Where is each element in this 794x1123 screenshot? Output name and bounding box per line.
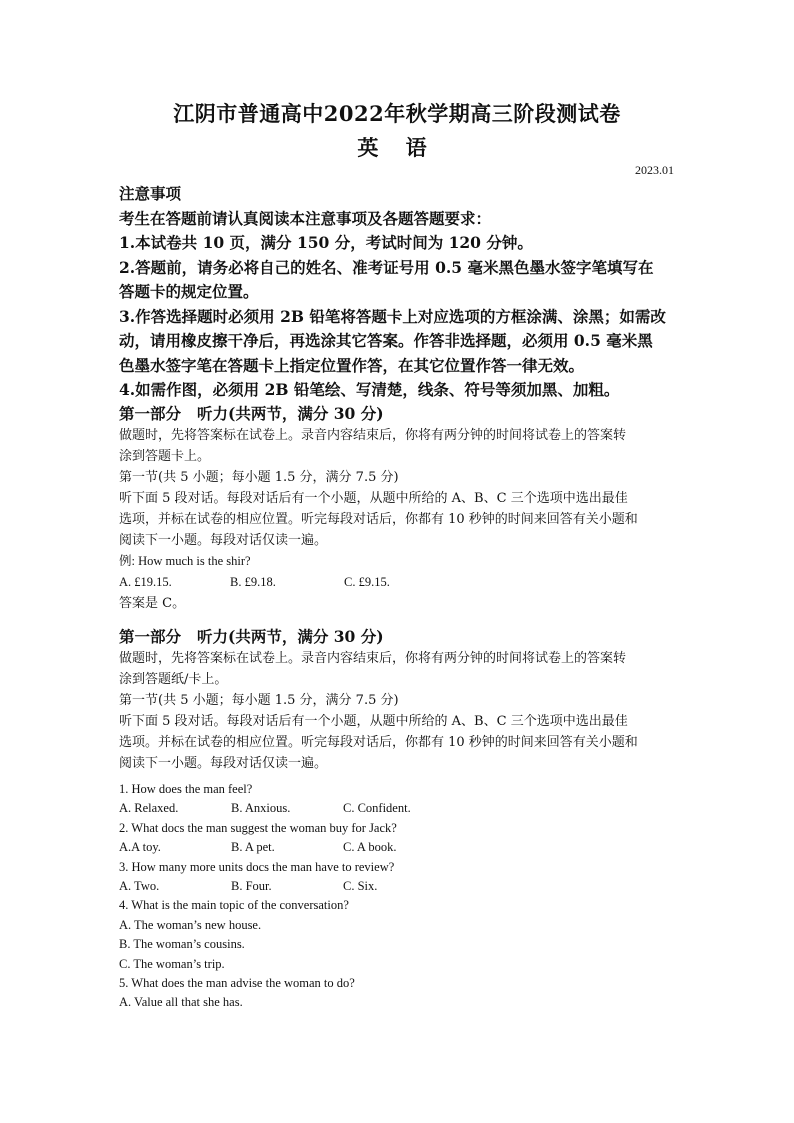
notes-line: 答题卡的规定位置。	[119, 282, 259, 301]
example-options	[119, 572, 679, 593]
part2-instr-line: 涂到答题纸/卡上。	[119, 672, 228, 687]
q4-option-c: C. The woman’s trip.	[119, 956, 225, 971]
part1-section-instr-line: 选项，并标在试卷的相应位置。听完每段对话后，你都有 10 秒钟的时间来回答有关小题和	[119, 512, 638, 527]
notes-line: 2.答题前，请务必将自己的姓名、准考证号用 0.5 毫米黑色墨水签字笔填写在	[119, 257, 654, 277]
part2-heading	[119, 626, 679, 648]
q3-option-a: A. Two.	[119, 879, 160, 894]
q1-option-b: B. Anxious.	[231, 801, 291, 816]
q1-option-a: A. Relaxed.	[119, 801, 179, 816]
part2-block	[119, 626, 679, 774]
notes-line: 动，请用橡皮擦干净后，再选涂其它答案。作答非选择题，必须用 0.5 毫米黑	[119, 331, 653, 350]
question-5-stem: 5. What does the man advise the woman to do?	[119, 976, 355, 991]
notes-block	[119, 182, 679, 403]
example-option-a: A. £19.15.	[119, 575, 172, 589]
question-3-options	[119, 877, 679, 896]
part1-instr-line: 涂到答题卡上。	[119, 449, 211, 464]
example-answer: 答案是 C。	[119, 596, 186, 611]
part2-section-instr-line: 选项。并标在试卷的相应位置。听完每段对话后，你都有 10 秒钟的时间来回答有关小题和	[119, 735, 638, 750]
q3-option-c: C. Six.	[343, 879, 378, 894]
notes-heading: 注意事项	[119, 184, 182, 203]
question-2-stem: 2. What docs the man suggest the woman buy for Jack?	[119, 820, 397, 835]
part2-heading-label: 第一部分	[119, 627, 182, 646]
q4-option-b: B. The woman’s cousins.	[119, 937, 245, 952]
exam-date: 2023.01	[635, 163, 674, 177]
subject-title: 英 语	[357, 135, 437, 160]
questions-block	[119, 780, 679, 1013]
example-option-b: B. £9.18.	[230, 575, 276, 589]
question-3-stem: 3. How many more units docs the man have to review?	[119, 859, 395, 874]
q4-option-a: A. The woman’s new house.	[119, 917, 262, 932]
part2-instr-line: 做题时，先将答案标在试卷上。录音内容结束后，你将有两分钟的时间将试卷上的答案转	[119, 651, 627, 666]
part2-section-instr-line: 听下面 5 段对话。每段对话后有一个小题，从题中所给的 A、B、C 三个选项中选出最佳	[119, 714, 628, 729]
part2-heading-text: 听力(共两节，满分 30 分)	[197, 627, 384, 646]
notes-line: 考生在答题前请认真阅读本注意事项及各题答题要求：	[119, 208, 492, 228]
part1-section-instr-line: 听下面 5 段对话。每段对话后有一个小题，从题中所给的 A、B、C 三个选项中选出最佳	[119, 491, 628, 506]
q2-option-b: B. A pet.	[231, 840, 275, 855]
part1-section-title: 第一节(共 5 小题；每小题 1.5 分，满分 7.5 分)	[119, 470, 399, 485]
part1-instr-line: 做题时，先将答案标在试卷上。录音内容结束后，你将有两分钟的时间将试卷上的答案转	[119, 428, 627, 443]
question-1-stem: 1. How does the man feel?	[119, 782, 253, 796]
part1-block	[119, 403, 679, 614]
notes-line: 4.如需作图，必须用 2B 铅笔绘、写清楚，线条、符号等须加黑、加粗。	[119, 380, 620, 399]
notes-line: 1.本试卷共 10 页，满分 150 分，考试时间为 120 分钟。	[119, 233, 533, 252]
question-4-stem: 4. What is the main topic of the conversation?	[119, 898, 349, 913]
q2-option-c: C. A book.	[343, 840, 397, 855]
q1-option-c: C. Confident.	[343, 801, 411, 816]
part1-heading-text: 听力(共两节，满分 30 分)	[197, 404, 384, 423]
part2-section-title: 第一节(共 5 小题；每小题 1.5 分，满分 7.5 分)	[119, 693, 399, 708]
part1-section-instr-line: 阅读下一小题。每段对话仅读一遍。	[119, 533, 328, 548]
q3-option-b: B. Four.	[231, 879, 272, 894]
exam-title: 江阴市普通高中2022年秋学期高三阶段测试卷	[173, 101, 621, 126]
question-1-options	[119, 799, 679, 818]
q2-option-a: A.A toy.	[119, 840, 161, 855]
example-question: 例: How much is the shir?	[119, 554, 251, 568]
q5-option-a: A. Value all that she has.	[119, 995, 243, 1010]
part1-heading-label: 第一部分	[119, 404, 182, 423]
question-2-options	[119, 838, 679, 857]
notes-line: 色墨水签字笔在答题卡上指定位置作答，在其它位置作答一律无效。	[119, 355, 585, 375]
part1-heading	[119, 403, 679, 425]
example-option-c: C. £9.15.	[344, 575, 390, 589]
part2-section-instr-line: 阅读下一小题。每段对话仅读一遍。	[119, 756, 328, 771]
notes-line: 3.作答选择题时必须用 2B 铅笔将答题卡上对应选项的方框涂满、涂黑；如需改	[119, 306, 666, 326]
